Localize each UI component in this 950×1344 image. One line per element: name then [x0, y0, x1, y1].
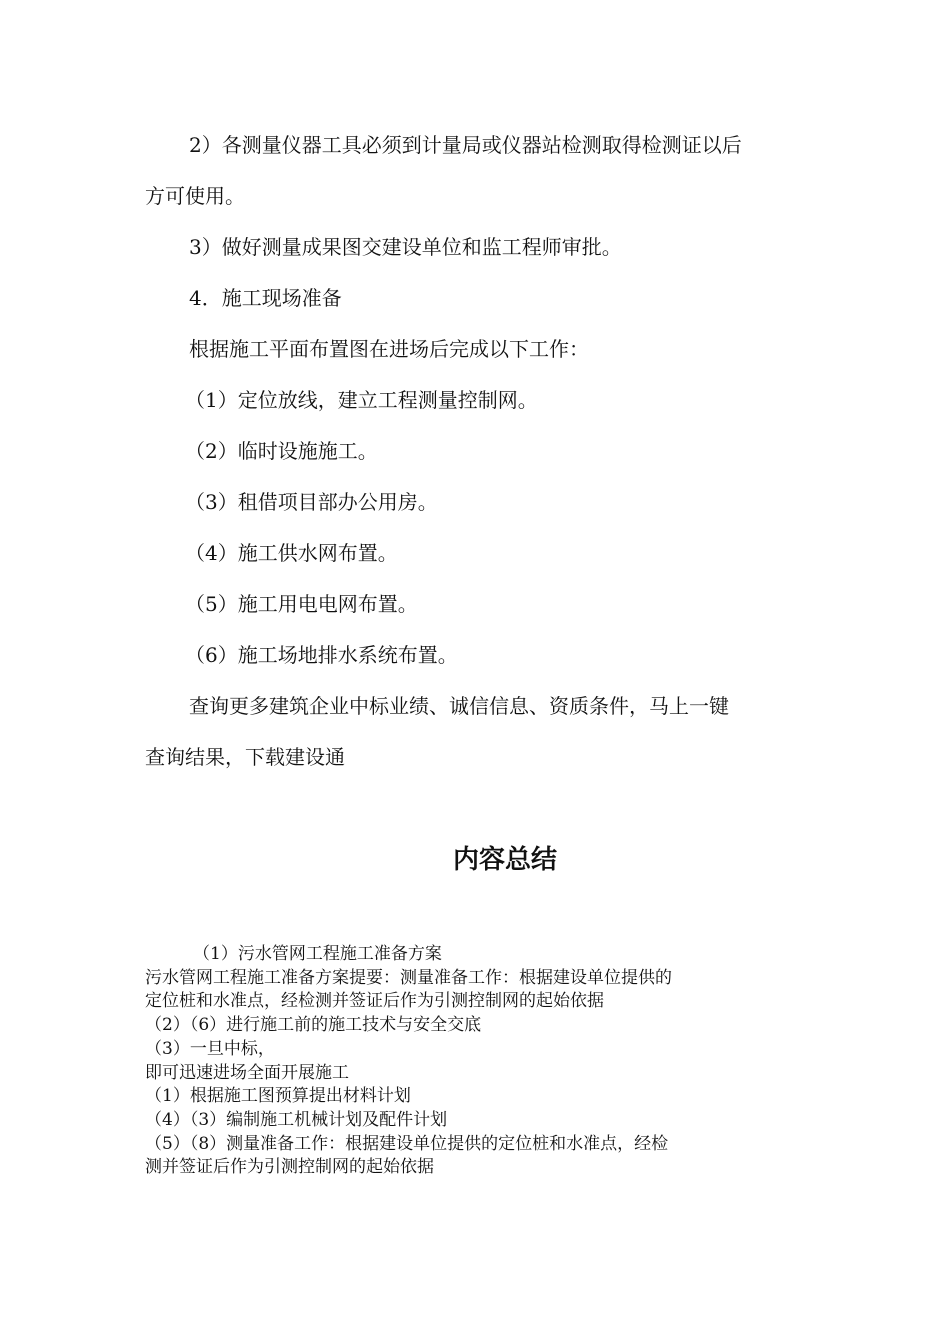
list-item: （2）临时设施施工。	[185, 439, 378, 463]
list-item: （5）施工用电电网布置。	[185, 592, 418, 616]
promo-text-line1: 查询更多建筑企业中标业绩、诚信信息、资质条件，马上一键	[189, 694, 729, 718]
promo-text-line2: 查询结果，下载建设通	[145, 745, 345, 769]
summary-title: 内容总结	[452, 845, 557, 875]
summary-line: （3）一旦中标，	[145, 1038, 275, 1059]
list-item: （6）施工场地排水系统布置。	[185, 643, 458, 667]
paragraph-instrument-calibration-line2: 方可使用。	[145, 184, 245, 208]
summary-line: （1）污水管网工程施工准备方案	[193, 944, 442, 964]
list-item: （1）定位放线，建立工程测量控制网。	[185, 388, 538, 412]
summary-line: （5）（8）测量准备工作：根据建设单位提供的定位桩和水准点，经检	[145, 1133, 669, 1154]
list-item: （3）租借项目部办公用房。	[185, 490, 438, 514]
paragraph-instrument-calibration-line1: 2）各测量仪器工具必须到计量局或仪器站检测取得检测证以后	[189, 133, 742, 157]
summary-line: 测并签证后作为引测控制网的起始依据	[145, 1157, 434, 1178]
summary-line: （2）（6）进行施工前的施工技术与安全交底	[145, 1015, 482, 1036]
summary-list	[145, 943, 805, 1180]
summary-line: （1）根据施工图预算提出材料计划	[145, 1086, 411, 1107]
summary-line: 污水管网工程施工准备方案提要：测量准备工作：根据建设单位提供的	[145, 967, 672, 988]
list-item: （4）施工供水网布置。	[185, 541, 398, 565]
summary-line: （4）（3）编制施工机械计划及配件计划	[145, 1109, 448, 1130]
paragraph-survey-results: 3）做好测量成果图交建设单位和监工程师审批。	[189, 235, 622, 259]
summary-line: 即可迅速进场全面开展施工	[145, 1062, 349, 1083]
document-body	[145, 120, 815, 783]
section-heading-site-preparation: 4．施工现场准备	[189, 286, 342, 310]
paragraph-site-layout-intro: 根据施工平面布置图在进场后完成以下工作：	[189, 337, 589, 361]
summary-line: 定位桩和水准点，经检测并签证后作为引测控制网的起始依据	[145, 991, 604, 1012]
